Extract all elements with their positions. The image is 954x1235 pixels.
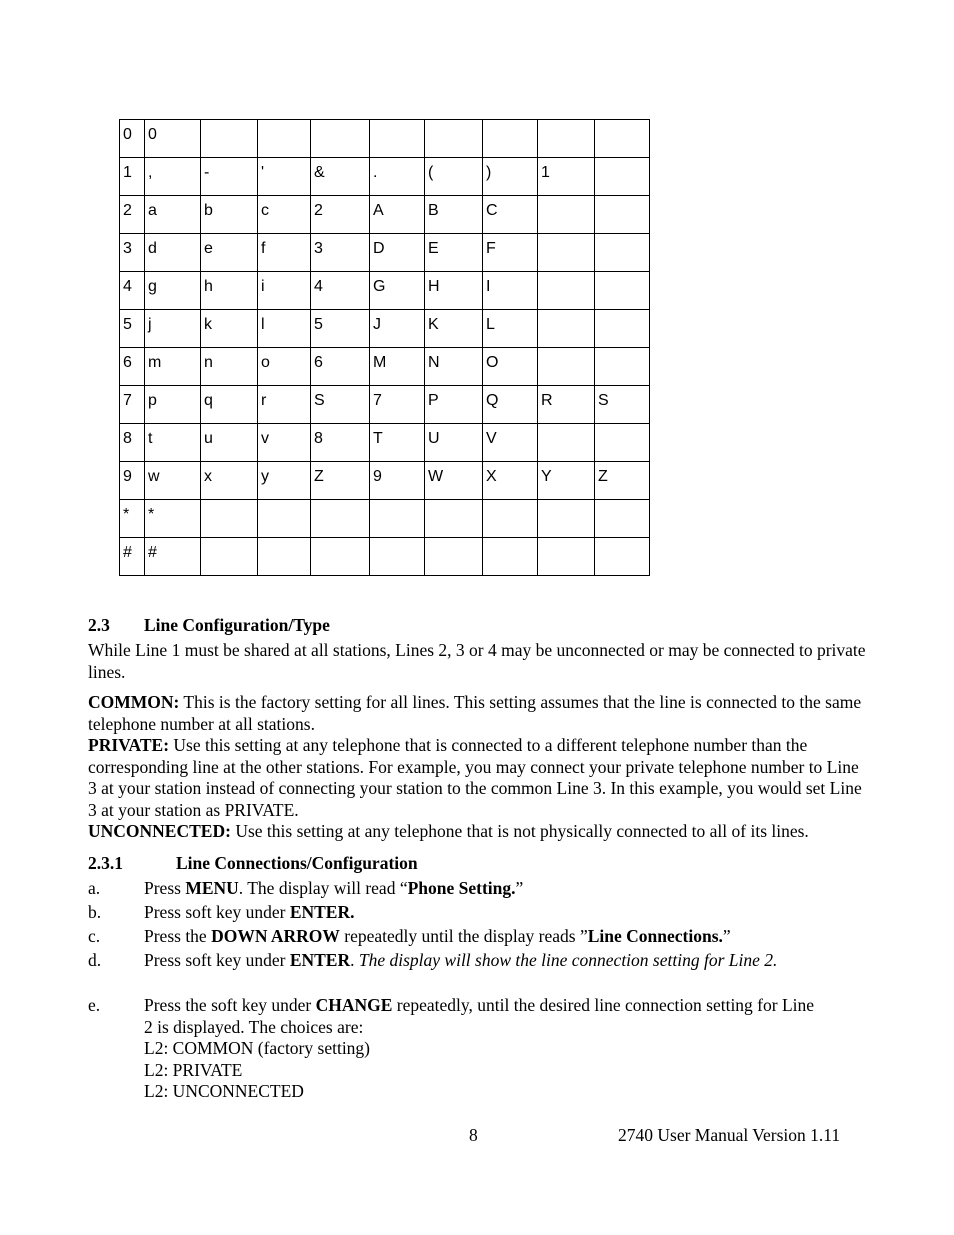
step-a-t1: Press (144, 878, 186, 898)
table-row (120, 272, 650, 310)
intro-paragraph: While Line 1 must be shared at all stations, Lines 2, 3 or 4 may be unconnected or may be connected to private lines. (88, 640, 866, 682)
character-cell (370, 538, 425, 576)
step-c-label: c. (88, 926, 101, 946)
character-cell: B (425, 196, 483, 234)
character-cell: S (311, 386, 370, 424)
step-b-enter-key: ENTER. (289, 902, 355, 922)
character-cell: U (425, 424, 483, 462)
character-cell (538, 348, 595, 386)
character-cell: M (370, 348, 425, 386)
unconnected-label: UNCONNECTED: (88, 821, 231, 841)
character-cell: . (370, 158, 425, 196)
step-a-menu-key: MENU (185, 878, 239, 898)
step-d-label: d. (88, 950, 102, 970)
character-cell: d (145, 234, 201, 272)
character-cell (595, 424, 650, 462)
character-cell: 3 (311, 234, 370, 272)
common-definition (88, 692, 868, 735)
character-cell: w (145, 462, 201, 500)
key-cell: 7 (120, 386, 145, 424)
character-cell (311, 500, 370, 538)
table-row (120, 386, 650, 424)
step-c-text (144, 926, 824, 948)
step-a-text (144, 878, 824, 900)
character-cell: 8 (311, 424, 370, 462)
character-cell: I (483, 272, 538, 310)
character-cell (425, 120, 483, 158)
page-number: 8 (469, 1125, 478, 1145)
character-cell: D (370, 234, 425, 272)
line-type-definitions (88, 692, 868, 843)
character-cell: v (258, 424, 311, 462)
character-cell: F (483, 234, 538, 272)
character-cell (311, 120, 370, 158)
character-cell (258, 120, 311, 158)
step-d-t1: Press soft key under (144, 950, 290, 970)
table-row (120, 500, 650, 538)
character-cell (538, 196, 595, 234)
section-2-3-intro (88, 640, 868, 683)
key-cell: # (120, 538, 145, 576)
character-cell: W (425, 462, 483, 500)
character-cell: i (258, 272, 311, 310)
character-cell: 2 (311, 196, 370, 234)
character-cell: 0 (145, 120, 201, 158)
choice-private: L2: PRIVATE (144, 1059, 243, 1080)
character-cell (201, 120, 258, 158)
character-cell (595, 310, 650, 348)
character-cell (595, 158, 650, 196)
table-row (120, 120, 650, 158)
step-b-t1: Press soft key under (144, 902, 290, 922)
character-cell (425, 538, 483, 576)
character-cell: 7 (370, 386, 425, 424)
character-cell: t (145, 424, 201, 462)
step-a-t2: . The display will read “ (238, 878, 408, 898)
step-d-text (144, 950, 812, 972)
character-cell: - (201, 158, 258, 196)
character-cell: e (201, 234, 258, 272)
character-cell (595, 272, 650, 310)
step-e-text (144, 995, 824, 1103)
character-cell: n (201, 348, 258, 386)
character-cell (483, 538, 538, 576)
key-cell: 2 (120, 196, 145, 234)
section-2-3-title: Line Configuration/Type (144, 615, 330, 635)
section-2-3-number: 2.3 (88, 615, 110, 635)
key-cell: 9 (120, 462, 145, 500)
character-cell: 1 (538, 158, 595, 196)
character-cell: j (145, 310, 201, 348)
character-cell: R (538, 386, 595, 424)
character-cell (370, 120, 425, 158)
unconnected-text: Use this setting at any telephone that is not physically connected to all of its lines. (230, 821, 809, 841)
character-cell: u (201, 424, 258, 462)
character-cell: y (258, 462, 311, 500)
step-d-enter-key: ENTER (289, 950, 351, 970)
step-e-label: e. (88, 995, 101, 1015)
character-cell (538, 120, 595, 158)
key-cell: 3 (120, 234, 145, 272)
character-cell: A (370, 196, 425, 234)
character-cell: a (145, 196, 201, 234)
step-a-t3: ” (515, 878, 524, 898)
character-cell: Z (595, 462, 650, 500)
character-cell (538, 234, 595, 272)
character-cell: p (145, 386, 201, 424)
table-row (120, 348, 650, 386)
key-cell: 5 (120, 310, 145, 348)
character-cell: r (258, 386, 311, 424)
key-cell: 1 (120, 158, 145, 196)
character-cell (595, 500, 650, 538)
choice-unconnected: L2: UNCONNECTED (144, 1081, 304, 1101)
character-cell (538, 538, 595, 576)
step-b-text (144, 902, 824, 924)
character-cell: x (201, 462, 258, 500)
character-cell: k (201, 310, 258, 348)
step-b-label: b. (88, 902, 102, 922)
section-2-3-1-title: Line Connections/Configuration (176, 853, 418, 873)
character-cell: h (201, 272, 258, 310)
character-cell: 9 (370, 462, 425, 500)
step-c-t1: Press the (144, 926, 212, 946)
step-d-t2: . (350, 950, 359, 970)
character-cell: & (311, 158, 370, 196)
character-cell (201, 500, 258, 538)
character-cell: V (483, 424, 538, 462)
private-text: Use this setting at any telephone that is connected to a different telephone number than the corresponding line at the other stations. For example, you may connect your private telephone number to Line 3 at your station instead of connecting your station to the common Line 3. In this example, you would set Line 3 at your station as PRIVATE. (88, 735, 862, 820)
keypad-table-body (120, 120, 650, 576)
character-cell: K (425, 310, 483, 348)
table-row (120, 310, 650, 348)
character-cell: o (258, 348, 311, 386)
character-cell: ' (258, 158, 311, 196)
character-cell: S (595, 386, 650, 424)
character-cell: G (370, 272, 425, 310)
character-cell: b (201, 196, 258, 234)
character-cell (311, 538, 370, 576)
private-definition (88, 735, 868, 821)
character-cell: g (145, 272, 201, 310)
step-e-t2: repeatedly, until the desired line connection setting for Line 2 is displayed. The choices are: (144, 995, 815, 1037)
key-cell: 4 (120, 272, 145, 310)
common-text: This is the factory setting for all lines. This setting assumes that the line is connected to the same telephone number at all stations. (88, 692, 862, 734)
table-row (120, 538, 650, 576)
character-cell (483, 120, 538, 158)
character-cell (595, 348, 650, 386)
character-cell (595, 538, 650, 576)
unconnected-definition (88, 821, 868, 843)
step-e-t1: Press the soft key under (144, 995, 316, 1015)
character-cell: L (483, 310, 538, 348)
character-cell: C (483, 196, 538, 234)
key-cell: 6 (120, 348, 145, 386)
character-cell: P (425, 386, 483, 424)
character-cell: c (258, 196, 311, 234)
character-cell: T (370, 424, 425, 462)
character-cell: O (483, 348, 538, 386)
step-c-t3: ” (722, 926, 731, 946)
character-cell: f (258, 234, 311, 272)
character-cell (595, 120, 650, 158)
character-cell (538, 310, 595, 348)
table-row (120, 462, 650, 500)
keypad-character-table (119, 119, 650, 576)
table-row (120, 196, 650, 234)
character-cell: Q (483, 386, 538, 424)
key-cell: * (120, 500, 145, 538)
step-a-display-text: Phone Setting. (407, 878, 516, 898)
manual-version: 2740 User Manual Version 1.11 (618, 1125, 841, 1145)
character-cell: , (145, 158, 201, 196)
character-cell: H (425, 272, 483, 310)
character-cell: E (425, 234, 483, 272)
character-cell: m (145, 348, 201, 386)
table-row (120, 158, 650, 196)
character-cell (483, 500, 538, 538)
character-cell: Z (311, 462, 370, 500)
step-c-down-arrow-key: DOWN ARROW (211, 926, 340, 946)
character-cell (370, 500, 425, 538)
character-cell (201, 538, 258, 576)
step-c-display-text: Line Connections. (587, 926, 723, 946)
step-d-italic-note: The display will show the line connection setting for Line 2. (358, 950, 778, 970)
character-cell: J (370, 310, 425, 348)
key-cell: 0 (120, 120, 145, 158)
character-cell (258, 500, 311, 538)
character-cell: q (201, 386, 258, 424)
character-cell (425, 500, 483, 538)
character-cell: 6 (311, 348, 370, 386)
section-2-3-1-number: 2.3.1 (88, 853, 123, 873)
character-cell: * (145, 500, 201, 538)
character-cell: ( (425, 158, 483, 196)
character-cell: l (258, 310, 311, 348)
character-cell (538, 424, 595, 462)
character-cell: 5 (311, 310, 370, 348)
table-row (120, 234, 650, 272)
private-label: PRIVATE: (88, 735, 170, 755)
table-row (120, 424, 650, 462)
character-cell (595, 234, 650, 272)
key-cell: 8 (120, 424, 145, 462)
step-a-label: a. (88, 878, 101, 898)
character-cell (538, 272, 595, 310)
character-cell (258, 538, 311, 576)
step-e-change-key: CHANGE (315, 995, 393, 1015)
common-label: COMMON: (88, 692, 180, 712)
character-cell: N (425, 348, 483, 386)
character-cell: # (145, 538, 201, 576)
character-cell: 4 (311, 272, 370, 310)
step-c-t2: repeatedly until the display reads ” (339, 926, 588, 946)
character-cell: ) (483, 158, 538, 196)
character-cell (538, 500, 595, 538)
choice-common: L2: COMMON (factory setting) (144, 1038, 371, 1058)
character-cell: X (483, 462, 538, 500)
character-cell (595, 196, 650, 234)
character-cell: Y (538, 462, 595, 500)
